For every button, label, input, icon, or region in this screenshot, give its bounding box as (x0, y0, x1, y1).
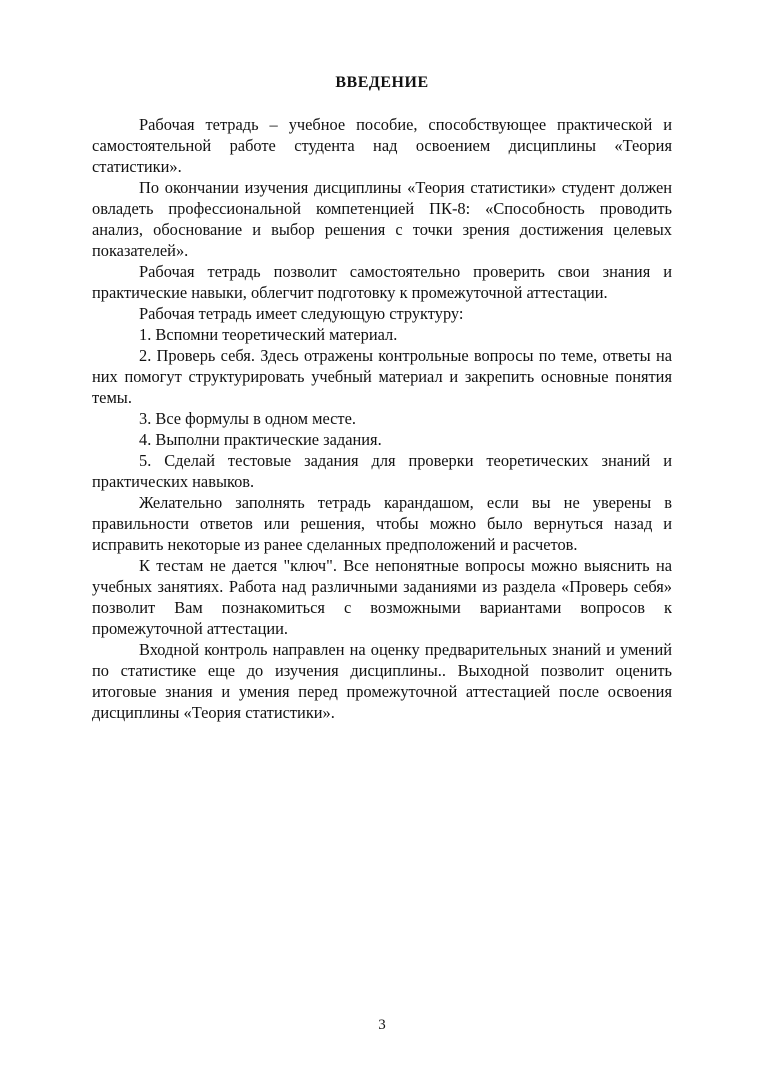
body-text (92, 114, 672, 723)
list-item-2: 2. Проверь себя. Здесь отражены контрольные вопросы по теме, ответы на них помогут структурировать учебный материал и закрепить основные понятия темы. (92, 346, 672, 407)
list-item-5: 5. Сделай тестовые задания для проверки теоретических знаний и практических навыков. (92, 451, 672, 491)
paragraph-control: Входной контроль направлен на оценку предварительных знаний и умений по статистике еще до изучения дисциплины.. Выходной позволит оценить итоговые знания и умения перед промежуточной аттестацией после освоения дисциплины «Теория статистики». (92, 640, 672, 722)
page-title: ВВЕДЕНИЕ (335, 74, 429, 91)
paragraph-pencil: Желательно заполнять тетрадь карандашом, если вы не уверены в правильности ответов или решения, чтобы можно было вернуться назад и исправить некоторые из ранее сделанных предположений и расчетов. (92, 493, 672, 554)
paragraph-tests: К тестам не дается "ключ". Все непонятные вопросы можно выяснить на учебных занятиях. Работа над различными заданиями из раздела «Проверь себя» позволит Вам познакомиться с возможными вариантами вопросов к промежуточной аттестации. (92, 556, 672, 638)
paragraph-structure-heading: Рабочая тетрадь имеет следующую структуру: (139, 304, 464, 323)
list-item-1: 1. Вспомни теоретический материал. (139, 325, 398, 344)
list-item-4: 4. Выполни практические задания. (139, 430, 382, 449)
paragraph-competence: По окончании изучения дисциплины «Теория статистики» студент должен овладеть профессиональной компетенцией ПК-8: «Способность проводить анализ, обоснование и выбор решения с точки зрения достижения целевых показателей». (92, 178, 672, 260)
page-number: 3 (378, 1017, 386, 1033)
list-item-3: 3. Все формулы в одном месте. (139, 409, 356, 428)
paragraph-self-check: Рабочая тетрадь позволит самостоятельно проверить свои знания и практические навыки, облегчит подготовку к промежуточной аттестации. (92, 262, 672, 302)
paragraph-intro: Рабочая тетрадь – учебное пособие, способствующее практической и самостоятельной работе студента над освоением дисциплины «Теория статистики». (92, 115, 672, 176)
